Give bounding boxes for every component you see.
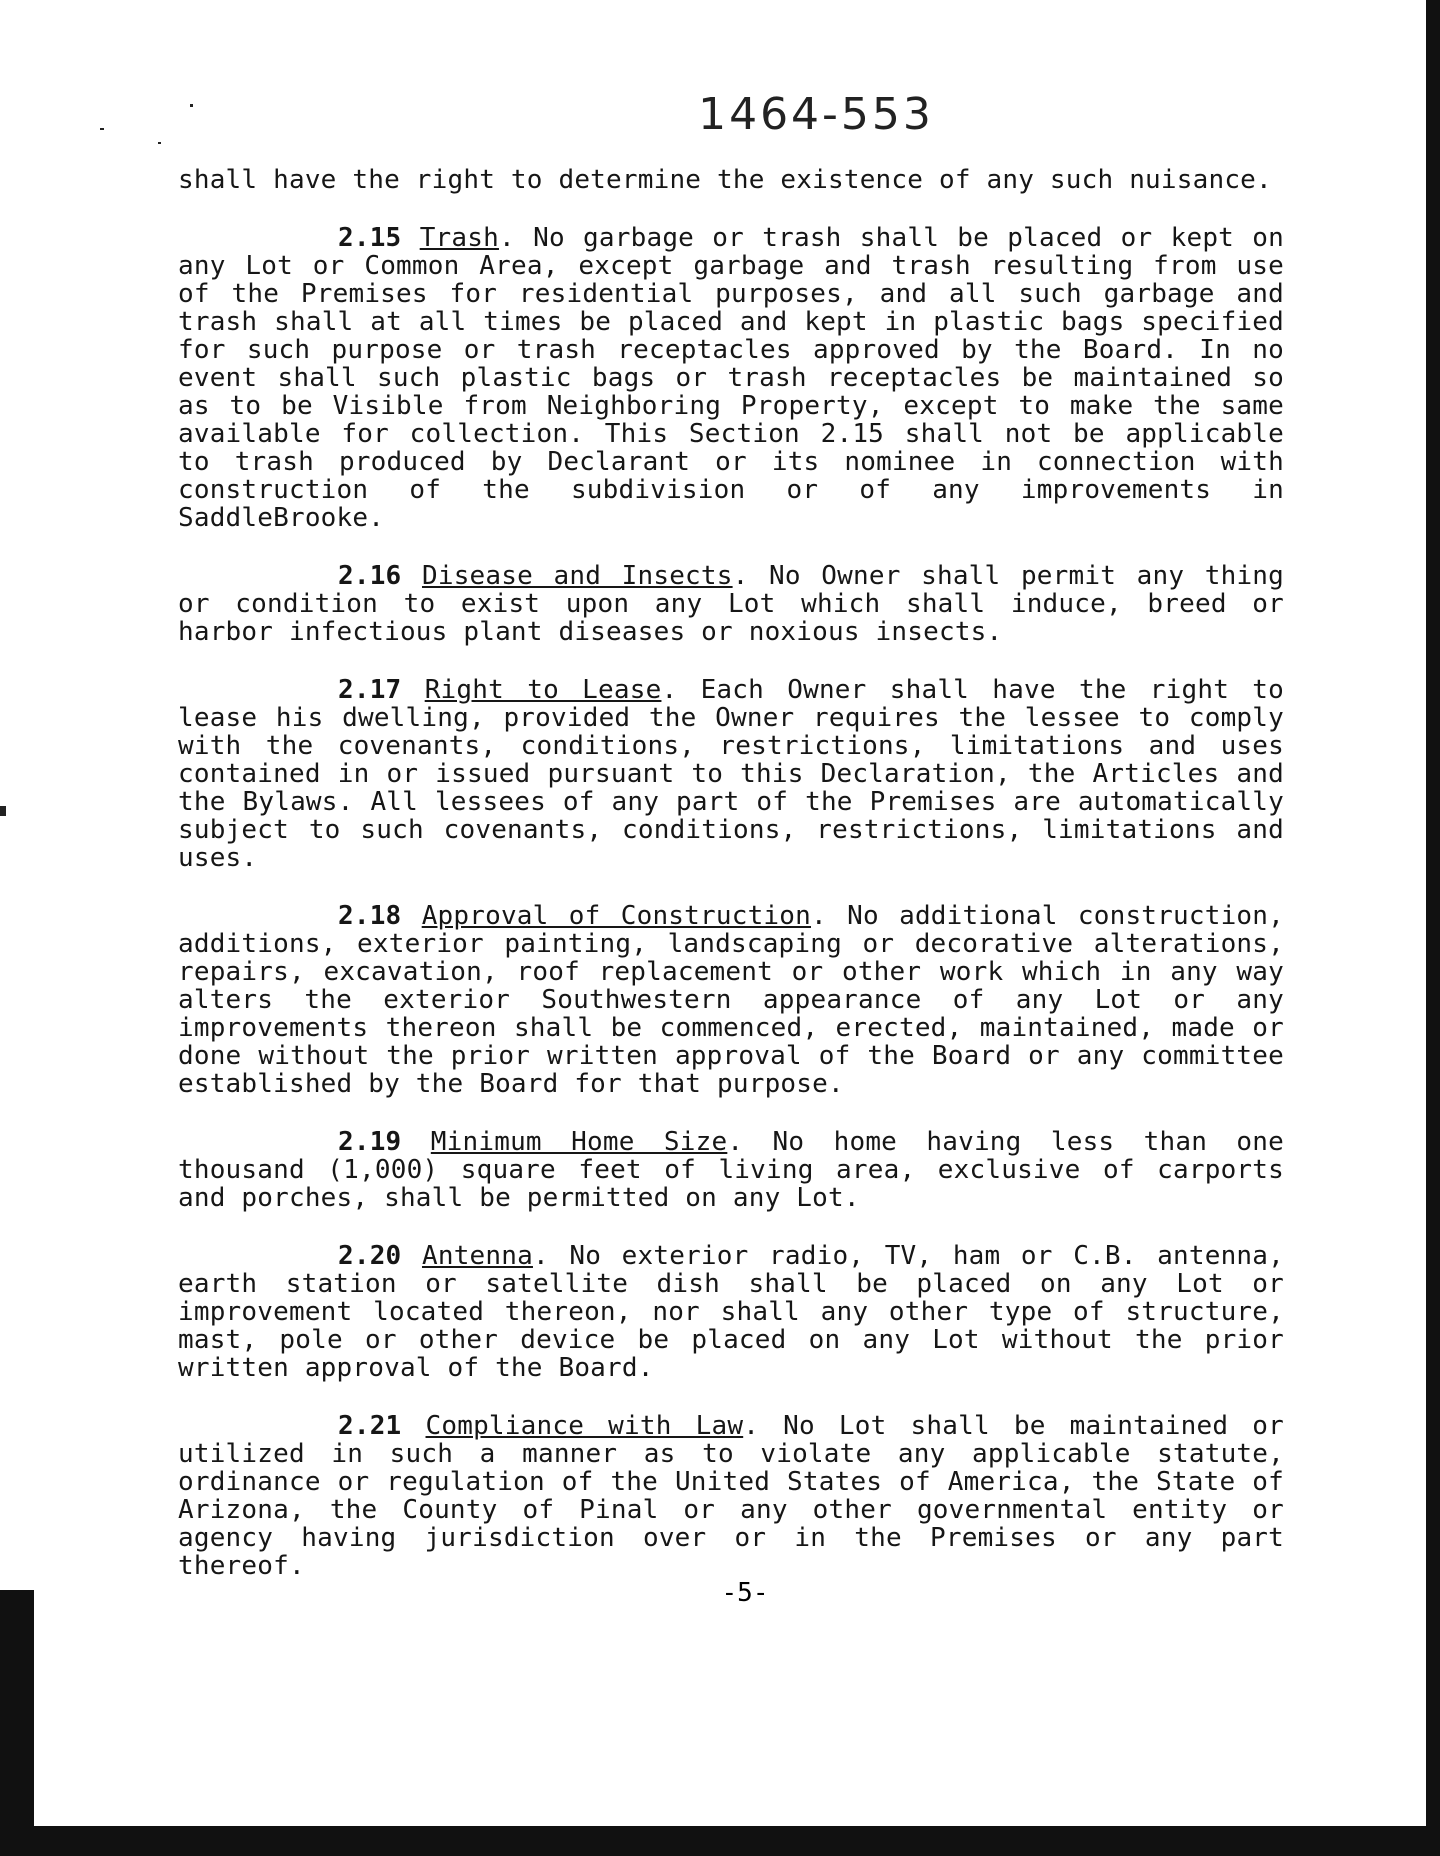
- section-2-15-trash: 2.15 Trash. No garbage or trash shall be placed or kept on any Lot or Common Area, except garbage and trash resulting from use of the Premises for residential purposes, and all such garbage and trash shall at all times be placed and kept in plastic bags specified for such purpose or trash receptacles approved by the Board. In no event shall such plastic bags or trash receptacles be maintained so as to be Visible from Neighboring Property, except to make the same available for collection. This Section 2.15 shall not be applicable to trash produced by Declarant or its nominee in connection with construction of the subdivision or of any improvements in SaddleBrooke.: [178, 223, 1284, 533]
- continued-paragraph: [178, 166, 1284, 194]
- section-body: No exterior radio, TV, ham or C.B. antenna, earth station or satellite dish shall be placed on any Lot or improvement located thereon, nor shall any other type of structure, mast, pole or other device be placed on any Lot without the prior written approval of the Board.: [178, 1241, 1284, 1383]
- page-number: -5-: [721, 1578, 769, 1608]
- section-number: 2.18: [338, 901, 402, 931]
- section-2-20-antenna: 2.20 Antenna. No exterior radio, TV, ham or C.B. antenna, earth station or satellite dish shall be placed on any Lot or improvement located thereon, nor shall any other type of structure, mast, pole or other device be placed on any Lot without the prior written approval of the Board.: [178, 1241, 1284, 1383]
- section-body: No garbage or trash shall be placed or kept on any Lot or Common Area, except garbage and trash resulting from use of the Premises for residential purposes, and all such garbage and trash shall at all times be placed and kept in plastic bags specified for such purpose or trash receptacles approved by the Board. In no event shall such plastic bags or trash receptacles be maintained so as to be Visible from Neighboring Property, except to make the same available for collection. This Section 2.15 shall not be applicable to trash produced by Declarant or its nominee in connection with construction of the subdivision or of any improvements in SaddleBrooke.: [178, 223, 1284, 533]
- section-2-17-right-to-lease: 2.17 Right to Lease. Each Owner shall have the right to lease his dwelling, provided the Owner requires the lessee to comply with the covenants, conditions, restrictions, limitations and uses contained in or issued pursuant to this Declaration, the Articles and the Bylaws. All lessees of any part of the Premises are automatically subject to such covenants, conditions, restrictions, limitations and uses.: [178, 675, 1285, 873]
- section-2-18-approval-of-construction: 2.18 Approval of Construction. No additional construction, additions, exterior painting, landscaping or decorative alterations, repairs, excavation, roof replacement or other work which in any way alters the exterior Southwestern appearance of any Lot or any improvements thereon shall be commenced, erected, maintained, made or done without the prior written approval of the Board or any committee established by the Board for that purpose.: [178, 901, 1284, 1099]
- section-2-21-compliance-with-law: 2.21 Compliance with Law. No Lot shall be maintained or utilized in such a manner as to violate any applicable statute, ordinance or regulation of the United States of America, the State of Arizona, the County of Pinal or any other governmental entity or agency having jurisdiction over or in the Premises or any part thereof.: [178, 1411, 1284, 1581]
- section-number: 2.17: [338, 675, 402, 705]
- section-body: No home having less than one thousand (1,000) square feet of living area, exclusive of carports and porches, shall be permitted on any Lot.: [178, 1127, 1284, 1213]
- section-body: No additional construction, additions, exterior painting, landscaping or decorative alterations, repairs, excavation, roof replacement or other work which in any way alters the exterior Southwestern appearance of any Lot or any improvements thereon shall be commenced, erected, maintained, made or done without the prior written approval of the Board or any committee established by the Board for that purpose.: [178, 901, 1284, 1099]
- section-number: 2.15: [338, 223, 402, 253]
- section-title: Disease and Insects: [421, 561, 733, 591]
- section-number: 2.21: [338, 1411, 402, 1441]
- document-number: 1464-553: [698, 89, 934, 140]
- document-body: [178, 90, 1284, 1610]
- section-title: Minimum Home Size: [430, 1127, 728, 1157]
- section-2-16-disease-and-insects: 2.16 Disease and Insects. No Owner shall permit any thing or condition to exist upon any Lot which shall induce, breed or harbor infectious plant diseases or noxious insects.: [178, 561, 1284, 647]
- section-number: 2.20: [338, 1241, 402, 1271]
- section-title: Right to Lease: [424, 675, 662, 705]
- scan-speck: [0, 806, 6, 816]
- scan-speck: [100, 128, 104, 130]
- scan-border-bottom: [0, 1826, 1440, 1856]
- section-title: Antenna: [421, 1241, 533, 1271]
- continued-text: shall have the right to determine the existence of any such nuisance.: [178, 165, 1272, 195]
- section-2-19-minimum-home-size: 2.19 Minimum Home Size. No home having less than one thousand (1,000) square feet of living area, exclusive of carports and porches, shall be permitted on any Lot.: [178, 1127, 1284, 1213]
- section-title: Approval of Construction: [421, 901, 811, 931]
- section-number: 2.16: [338, 561, 402, 591]
- section-body: No Owner shall permit any thing or condition to exist upon any Lot which shall induce, breed or harbor infectious plant diseases or noxious insects.: [178, 561, 1284, 647]
- section-body: Each Owner shall have the right to lease his dwelling, provided the Owner requires the lessee to comply with the covenants, conditions, restrictions, limitations and uses contained in or issued pursuant to this Declaration, the Articles and the Bylaws. All lessees of any part of the Premises are automatically subject to such covenants, conditions, restrictions, limitations and uses.: [178, 675, 1285, 873]
- section-title: Compliance with Law: [425, 1411, 744, 1441]
- section-title: Trash: [419, 223, 499, 253]
- section-body: No Lot shall be maintained or utilized in such a manner as to violate any applicable statute, ordinance or regulation of the United States of America, the State of Arizona, the County of Pinal or any other governmental entity or agency having jurisdiction over or in the Premises or any part thereof.: [178, 1411, 1284, 1581]
- scan-speck: [158, 142, 161, 144]
- scan-border-left: [0, 1590, 34, 1856]
- section-number: 2.19: [338, 1127, 402, 1157]
